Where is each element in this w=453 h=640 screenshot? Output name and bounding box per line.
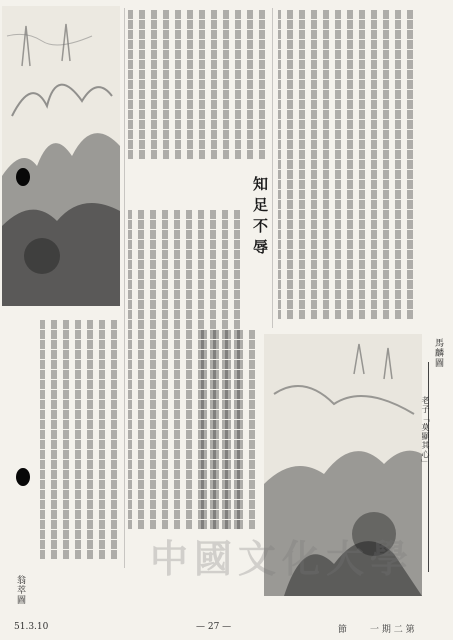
section-heading: 知足不辱: [251, 176, 269, 260]
watermark: 中國文化大學: [150, 536, 415, 581]
footer-issue-label: 一 期 二 第: [370, 625, 415, 635]
column-divider-right: [272, 8, 273, 328]
binder-hole-bottom: [16, 468, 30, 486]
text-block-right-upper: [278, 10, 416, 320]
footer-page-number: — 27 —: [196, 622, 232, 632]
right-caption-sub: 老子「莫顯其心」: [421, 396, 430, 468]
left-caption: 翁萃圖: [15, 575, 25, 605]
footer-page-label: 節: [338, 625, 348, 635]
right-caption: 馬麟圖: [433, 338, 443, 368]
footer-date-stamp: 51.3.10: [14, 622, 49, 632]
text-block-left: [40, 320, 120, 560]
illustration-top-left: [2, 6, 120, 306]
column-divider-middle: [124, 8, 125, 568]
binder-hole-top: [16, 168, 30, 186]
text-block-middle-upper: [128, 10, 268, 160]
text-block-right-lower: [198, 330, 258, 530]
